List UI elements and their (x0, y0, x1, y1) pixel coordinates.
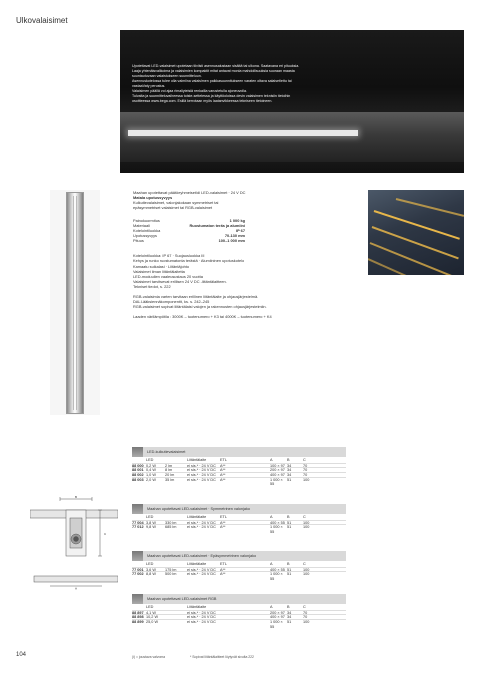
table-cell (165, 620, 187, 624)
table-cell (165, 611, 187, 615)
table-cell: 200 × 97 (270, 610, 285, 615)
table-cell: ei sis.* · 24 V DC (187, 567, 216, 572)
table-cell: ei sis.* · 24 V DC (187, 525, 216, 530)
product-thumbnail (132, 504, 143, 514)
page-number: 104 (16, 652, 27, 658)
table-title: Maahan upotettavat LED-valaisimet · Epäsymmetrinen valonjako (147, 554, 257, 558)
product-code: 88 001 (132, 468, 144, 473)
table-cell: 51 (287, 620, 292, 625)
page-section-title: Ulkovalaisimet (16, 16, 68, 25)
column-headers (132, 562, 346, 567)
table-cell: 20 lm (165, 473, 175, 478)
table-cell: 1,0 W (146, 473, 156, 478)
column-header: LED (146, 562, 154, 566)
table-cell: 100 (303, 477, 310, 482)
desc-line: Maahan upotettavat päätöeyhmeiset/di LED-valaisimet · 24 V DC (133, 190, 246, 195)
column-header: C (303, 562, 306, 566)
hero-stone-slab (120, 112, 464, 162)
column-header: A (270, 562, 273, 566)
product-code: 88 898 (132, 615, 144, 620)
table-cell: 34 (287, 463, 292, 468)
hero-line: Laaja yhtenäisvalikoima ja valaisimien kompaktit mitat antavat monia mahdollisuuksia suoraan maasta (132, 69, 295, 73)
table-cell: ei sis.* · 24 V DC (187, 463, 216, 468)
table-row (132, 567, 346, 572)
hero-line: Valaisimen päällä voi ajaa rimaliyteisiä renkailla varustetulla ajoneuvolla. (132, 89, 247, 93)
table-cell: 400 × 97 (270, 615, 285, 620)
table-cell (165, 615, 187, 619)
table-cell: ei sis.* · 24 V DC (187, 473, 216, 478)
dim-label-c: A (74, 586, 78, 590)
hero-line: Tulvalta ja suunnitteluvaiheessa toiste-settelessa ja käyttöoloissa devin valaisimen teknisiin tietoihin (132, 94, 291, 98)
footnote (132, 655, 278, 659)
spec-value: 1 000 kg (229, 218, 245, 224)
table-cell: A** (220, 567, 226, 572)
product-code: 88 002 (132, 473, 144, 478)
table-header (132, 447, 346, 457)
hero-image (120, 30, 464, 173)
column-header: Liitäntälaite (187, 562, 207, 566)
desc-line: RGB-valaisimet sopivat liitäntälaisi valojen ja rakennusten ohjausjärjestelmiin. (133, 304, 267, 310)
table-cell: 1 000 × 55 (270, 572, 283, 582)
table-cell: 100 (303, 520, 310, 525)
column-header (132, 605, 146, 610)
desc-line: Matala upotussyvyys (133, 195, 173, 201)
spec-key: Kotelointiluokka (133, 228, 161, 234)
product-table (132, 551, 346, 582)
column-header (132, 515, 146, 520)
table-cell: ei sis.* · 24 V DC (187, 520, 216, 525)
table-row (132, 467, 346, 472)
column-header (165, 562, 187, 567)
table-cell: 51 (287, 525, 292, 530)
hero-line: Asennuskotelossa tulee olla valmiina valaisimen paikkasuunnitukseen varaten oltava salaisetiettu tai (132, 79, 292, 83)
column-header: C (303, 605, 306, 609)
product-code: 88 899 (132, 620, 144, 625)
table-header (132, 594, 346, 604)
table-cell: A** (220, 463, 226, 468)
desc-line: Kamaatu suikalasi · Liitäntäjohto (133, 263, 190, 269)
column-header: LED (146, 605, 154, 609)
desc-line: Kulkutievalaisimet, valonjakokaan symmetriset tai (133, 200, 219, 206)
table-cell: 330 lm (165, 520, 177, 525)
table-cell: A** (220, 520, 226, 525)
technical-drawing (30, 494, 118, 590)
product-table (132, 447, 346, 487)
table-cell: 3,6 W (146, 567, 156, 572)
table-cell: 34 (287, 473, 292, 478)
table-cell: 100 (303, 572, 310, 577)
column-header: Liitäntälaite (187, 605, 207, 609)
table-cell: 400 × 97 (270, 473, 285, 478)
desc-line: DALI-ääksiennäkomponentit, ks. s. 242–245 (133, 299, 210, 305)
desc-line: RGB-valaisimia varten tarvitaan erillinen liitäntälaite ja ohjausjärjestelmä. (133, 294, 259, 300)
column-header: ETL (220, 562, 227, 566)
product-thumbnail (132, 594, 143, 604)
product-code: 88 003 (132, 477, 144, 482)
hero-line: vastaaVaty perustus. (132, 84, 166, 88)
product-code: 77 001 (132, 567, 144, 572)
column-header (165, 458, 187, 463)
dim-label-b: C (104, 532, 107, 536)
column-headers (132, 515, 346, 520)
column-header: A (270, 458, 273, 462)
table-cell: ei sis.* · 24 V DC (187, 572, 216, 577)
table-cell: 175 lm (165, 567, 177, 572)
spec-table (133, 218, 245, 243)
fixture-diffuser (73, 196, 77, 410)
table-cell: 34 (287, 468, 292, 473)
column-header: ETL (220, 515, 227, 519)
product-table (132, 504, 346, 535)
hero-line: suuntautuvaan valaistukseen suunnitteluun. (132, 74, 202, 78)
product-code: 77 004 (132, 520, 144, 525)
desc-line: epäsymmetriset valaisimet tai RGB-valaisimet (133, 205, 213, 211)
table-row (132, 463, 346, 468)
desc-line: Tekniset tiedot, s. 222 (133, 283, 171, 289)
table-cell: 51 (287, 477, 292, 482)
column-headers (132, 458, 346, 463)
table-cell: ei sis.* · 24 V DC (187, 620, 216, 625)
color-temperature-note: Laaden värilämpötila : 3000K – tuotenumero + K3 tai 4000K – tuotenumero + K4 (133, 314, 272, 320)
product-thumbnail (132, 551, 143, 561)
product-code: 88 000 (132, 463, 144, 468)
table-cell: 8,8 W (146, 572, 156, 577)
desc-line: Kehys ja runko ruostumatonta terästä · Alumiininen upotuskotelo (133, 258, 245, 264)
product-code: 88 897 (132, 610, 144, 615)
table-cell: 1 000 × 55 (270, 525, 283, 535)
column-header: C (303, 458, 306, 462)
table-cell (220, 611, 270, 615)
table-cell: 400 × 55 (270, 520, 285, 525)
spec-value: 70-130 mm (224, 233, 245, 239)
table-cell: 100 (303, 620, 310, 625)
table-cell: 8 lm (165, 468, 173, 473)
hero-line: osoitteessa www.bega.com. Esillä kerrotaan myös laatanvikkeessa tekniseen tietoineen. (132, 99, 273, 103)
table-cell: 9,8 W (146, 525, 156, 530)
table-cell: 400 × 55 (270, 567, 285, 572)
hero-light-strip (128, 130, 358, 136)
column-headers (132, 605, 346, 610)
table-cell: 25,0 W (146, 620, 159, 625)
spec-value: 100–1 000 mm (218, 238, 245, 244)
table-cell: ei sis.* · 24 V DC (187, 468, 216, 473)
spec-key: Painokuormitus (133, 218, 160, 224)
dim-label-a: B (74, 495, 78, 499)
table-cell: ei sis.* · 24 V DC (187, 477, 216, 482)
table-cell: 70 (303, 463, 308, 468)
table-title: LED-kulkutievalaisimet (147, 450, 186, 454)
column-header: B (287, 458, 290, 462)
spec-value: IP 67 (235, 228, 245, 234)
table-cell: ei sis.* · 24 V DC (187, 610, 216, 615)
spec-key: Upotussyvyys (133, 233, 157, 239)
table-cell: A** (220, 473, 226, 478)
column-header: LED (146, 458, 154, 462)
table-cell: 10,2 W (146, 615, 159, 620)
product-thumbnail (132, 447, 143, 457)
table-cell: 70 (303, 610, 308, 615)
table-cell: 4,1 W (146, 610, 156, 615)
hero-description (132, 64, 452, 104)
column-header: B (287, 562, 290, 566)
table-title: Maahan upotettavat LED-valaisimet RGB (147, 597, 217, 601)
table-row (132, 472, 346, 477)
table-row (132, 619, 346, 629)
product-code: 77 012 (132, 525, 144, 530)
table-row (132, 520, 346, 525)
table-cell: 51 (287, 567, 292, 572)
footnote-item: (i) = joustava valvoma (132, 655, 166, 659)
table-cell: 0,2 W (146, 463, 156, 468)
table-cell: 35 lm (165, 477, 175, 482)
column-header: A (270, 605, 273, 609)
table-header (132, 504, 346, 514)
table-cell (220, 615, 270, 619)
table-cell: A** (220, 525, 226, 530)
table-cell: 2,0 W (146, 477, 156, 482)
table-row (132, 571, 346, 582)
spec-value: Ruostumaton teräs ja alumiini (189, 223, 245, 229)
table-cell: 70 (303, 615, 308, 620)
table-cell: A** (220, 572, 226, 577)
column-header: C (303, 515, 306, 519)
desc-line: Kotelointiluokka: IP 67 · Suojausluokka III (133, 253, 205, 259)
table-cell: 1 000 × 55 (270, 477, 283, 487)
table-row (132, 524, 346, 535)
table-cell: 100 (303, 525, 310, 530)
table-cell: 34 (287, 610, 292, 615)
table-cell: 1 000 × 55 (270, 620, 283, 629)
table-row (132, 477, 346, 487)
column-header: B (287, 515, 290, 519)
column-header: LED (146, 515, 154, 519)
table-cell: ei sis.* · 24 V DC (187, 615, 216, 620)
table-cell: 34 (287, 615, 292, 620)
table-cell: 70 (303, 468, 308, 473)
table-cell: A** (220, 468, 226, 473)
column-header (132, 562, 146, 567)
table-cell: 3,8 W (146, 520, 156, 525)
column-header: Liitäntälaite (187, 458, 207, 462)
column-header: B (287, 605, 290, 609)
table-cell: 70 (303, 473, 308, 478)
table-cell: 685 lm (165, 525, 177, 530)
hero-line: Upotettavat LED-valaisimet upotetaan tiiviisti asennusalustaan sisältä tai ulkona. Saatavana eri pituuksia. (132, 64, 300, 68)
table-cell: 200 × 97 (270, 468, 285, 473)
column-header (220, 605, 270, 610)
table-cell (220, 620, 270, 624)
table-cell: 2 lm (165, 463, 173, 468)
footnote-item: * Sopivat liitäntälaitteet löytyvät sivulta 222 (190, 655, 254, 659)
column-header: A (270, 515, 273, 519)
spec-key: Pituus (133, 238, 144, 244)
desc-line: LED-moduulien vaaleusustaus 20 vuotta (133, 273, 203, 279)
column-header (132, 458, 146, 463)
table-cell: 100 (303, 567, 310, 572)
table-cell: 0,4 W (146, 468, 156, 473)
table-row (132, 610, 346, 615)
column-header: Liitäntälaite (187, 515, 207, 519)
desc-line: Valaisimet tarvitsevat erillisen 24 V DC -liitäntälaitteen. (133, 278, 227, 284)
product-table (132, 594, 346, 629)
table-cell: 500 lm (165, 572, 177, 577)
column-header (165, 605, 187, 610)
column-header (165, 515, 187, 520)
table-cell: 51 (287, 572, 292, 577)
table-title: Maahan upotettavat LED-valaisimet · Symmetrinen valonjako (147, 507, 250, 511)
table-cell: 51 (287, 520, 292, 525)
building-night-photo (368, 190, 464, 275)
table-cell: A** (220, 477, 226, 482)
spec-key: Materiaali (133, 223, 150, 229)
product-description (133, 190, 358, 319)
table-row (132, 614, 346, 619)
product-code: 77 002 (132, 572, 144, 577)
desc-line: Valaisimet ilman liitäntälaitetta (133, 268, 185, 274)
table-header (132, 551, 346, 561)
table-cell: 100 × 97 (270, 463, 285, 468)
column-header: ETL (220, 458, 227, 462)
